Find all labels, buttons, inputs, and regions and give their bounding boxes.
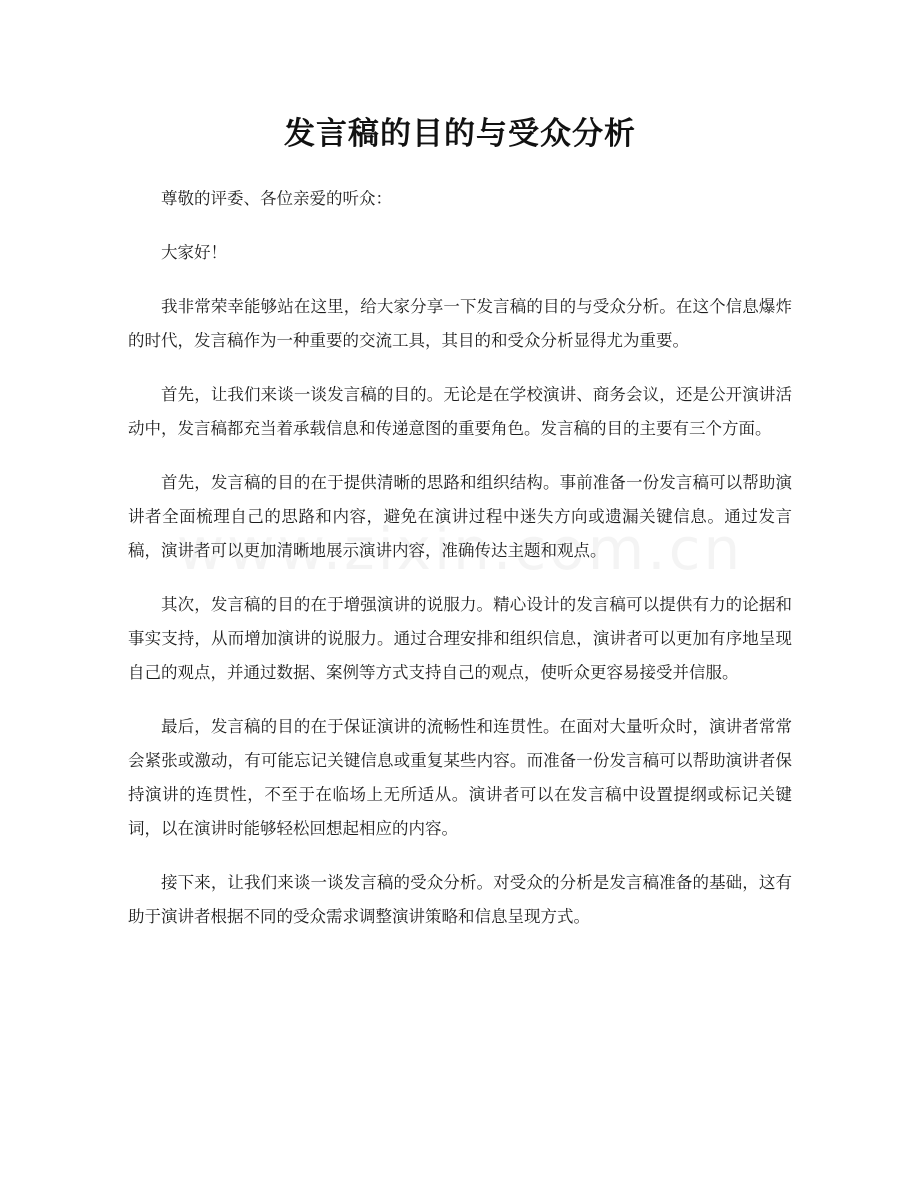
paragraph-intro: 我非常荣幸能够站在这里，给大家分享一下发言稿的目的与受众分析。在这个信息爆炸的时代，发言稿作为一种重要的交流工具，其目的和受众分析显得尤为重要。 <box>128 297 792 350</box>
paragraph-purpose-fluency: 最后，发言稿的目的在于保证演讲的流畅性和连贯性。在面对大量听众时，演讲者常常会紧张或激动，有可能忘记关键信息或重复某些内容。而准备一份发言稿可以帮助演讲者保持演讲的连贯性，不至于在临场上无所适从。演讲者可以在发言稿中设置提纲或标记关键词，以在演讲时能够轻松回想起相应的内容。 <box>128 717 792 838</box>
document-body <box>128 182 792 954</box>
document-title: 发言稿的目的与受众分析 <box>284 116 636 152</box>
paragraph-purpose-persuasion: 其次，发言稿的目的在于增强演讲的说服力。精心设计的发言稿可以提供有力的论据和事实支持，从而增加演讲的说服力。通过合理安排和组织信息，演讲者可以更加有序地呈现自己的观点，并通过数据、案例等方式支持自己的观点，使听众更容易接受并信服。 <box>128 595 792 682</box>
paragraph-purpose-structure: 首先，发言稿的目的在于提供清晰的思路和组织结构。事前准备一份发言稿可以帮助演讲者全面梳理自己的思路和内容，避免在演讲过程中迷失方向或遗漏关键信息。通过发言稿，演讲者可以更加清晰地展示演讲内容，准确传达主题和观点。 <box>128 473 792 560</box>
paragraph-purpose-overview: 首先，让我们来谈一谈发言稿的目的。无论是在学校演讲、商务会议，还是公开演讲活动中，发言稿都充当着承载信息和传递意图的重要角色。发言稿的目的主要有三个方面。 <box>128 385 792 438</box>
salutation: 尊敬的评委、各位亲爱的听众： <box>161 189 392 208</box>
paragraph-audience-analysis: 接下来，让我们来谈一谈发言稿的受众分析。对受众的分析是发言稿准备的基础，这有助于演讲者根据不同的受众需求调整演讲策略和信息呈现方式。 <box>128 873 792 926</box>
greeting: 大家好！ <box>161 243 227 262</box>
